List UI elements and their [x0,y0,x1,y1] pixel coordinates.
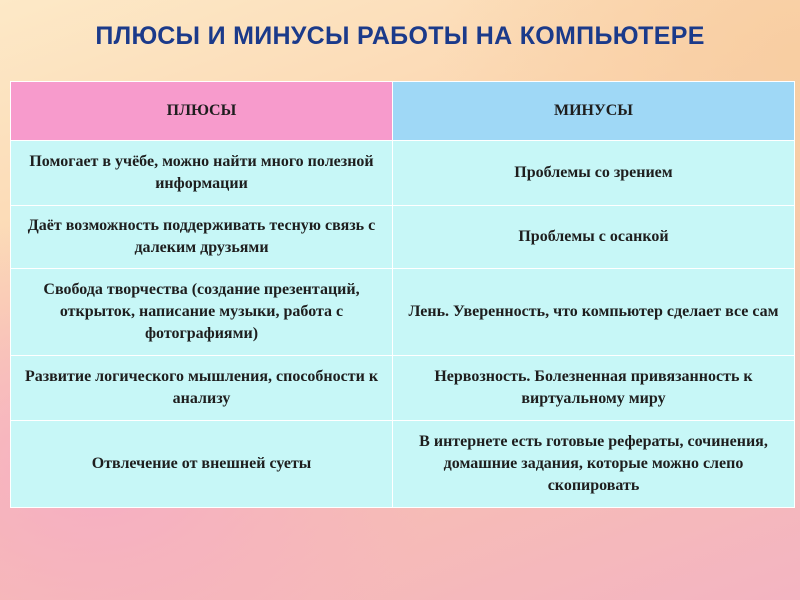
table-row [11,356,795,421]
cell-plus: Даёт возможность поддерживать тесную связь с далеким друзьями [11,206,393,269]
slide-title: ПЛЮСЫ И МИНУСЫ РАБОТЫ НА КОМПЬЮТЕРЕ [95,22,705,50]
table-row [11,269,795,356]
cell-minus: Нервозность. Болезненная привязанность к виртуальному миру [393,356,795,421]
cell-plus: Отвлечение от внешней суеты [11,421,393,508]
cell-minus: Проблемы со зрением [393,141,795,206]
cell-plus: Помогает в учёбе, можно найти много полезной информации [11,141,393,206]
cell-minus: В интернете есть готовые рефераты, сочинения, домашние задания, которые можно слепо скопировать [393,421,795,508]
cell-minus: Лень. Уверенность, что компьютер сделает все сам [393,269,795,356]
header-plus: ПЛЮСЫ [11,82,393,141]
pros-cons-table [10,81,795,508]
cell-plus: Развитие логического мышления, способности к анализу [11,356,393,421]
header-minus: МИНУСЫ [393,82,795,141]
table-header-row [11,82,795,141]
cell-minus: Проблемы с осанкой [393,206,795,269]
table-row [11,141,795,206]
table-row [11,206,795,269]
cell-plus: Свобода творчества (создание презентаций, открыток, написание музыки, работа с фотографиями) [11,269,393,356]
table-row [11,421,795,508]
